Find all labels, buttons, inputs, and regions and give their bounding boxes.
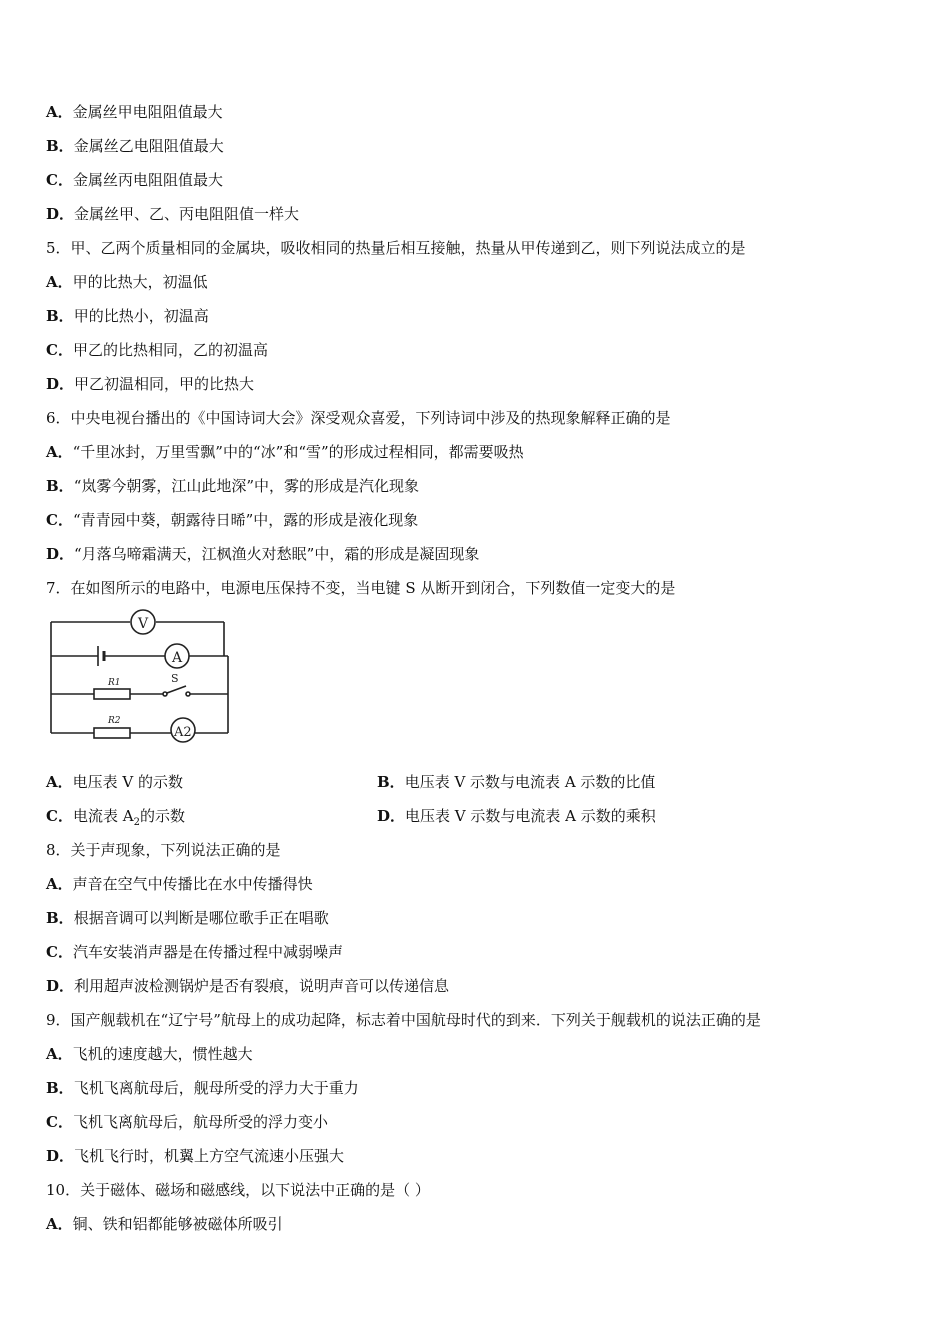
q10-stem: 10．关于磁体、磁场和磁感线，以下说法中正确的是（ ） xyxy=(46,1181,430,1199)
q4-option-a: A．金属丝甲电阻阻值最大 xyxy=(46,103,223,121)
switch-blade xyxy=(167,686,186,693)
circuit-diagram xyxy=(46,608,236,743)
q5-option-d: D．甲乙初温相同，甲的比热大 xyxy=(46,375,255,393)
q4-option-c: C．金属丝丙电阻阻值最大 xyxy=(46,171,223,189)
switch-label: S xyxy=(171,672,179,685)
q9-stem: 9．国产舰载机在“辽宁号”航母上的成功起降，标志着中国航母时代的到来．下列关于舰载机的说法正确的是 xyxy=(46,1011,761,1029)
q7-option-c: C．电流表 $A_2$的示数 xyxy=(46,807,185,828)
switch-contact xyxy=(163,692,167,696)
q5-option-b: B．甲的比热小，初温高 xyxy=(46,307,209,325)
switch-contact xyxy=(186,692,190,696)
q6-stem: 6．中央电视台播出的《中国诗词大会》深受观众喜爱，下列诗词中涉及的热现象解释正确的是 xyxy=(46,409,671,427)
q6-option-d: D．“月落乌啼霜满天，江枫渔火对愁眠”中，霜的形成是凝固现象 xyxy=(46,545,480,563)
q8-option-b: B．根据音调可以判断是哪位歌手正在唱歌 xyxy=(46,909,329,927)
q7-stem: 7．在如图所示的电路中，电源电压保持不变，当电键 S 从断开到闭合，下列数值一定变大的是 xyxy=(46,579,676,597)
resistor-r2 xyxy=(94,728,130,738)
q4-option-b: B．金属丝乙电阻阻值最大 xyxy=(46,137,224,155)
q5-option-c: C．甲乙的比热相同，乙的初温高 xyxy=(46,341,268,359)
q9-option-a: A．飞机的速度越大，惯性越大 xyxy=(46,1045,253,1063)
q9-option-c: C．飞机飞离航母后，航母所受的浮力变小 xyxy=(46,1113,328,1131)
resistor-r1 xyxy=(94,689,130,699)
q10-option-a: A．铜、铁和铝都能够被磁体所吸引 xyxy=(46,1215,283,1233)
q7-option-a: A．电压表 V 的示数 xyxy=(46,773,184,791)
q8-option-d: D．利用超声波检测锅炉是否有裂痕，说明声音可以传递信息 xyxy=(46,977,450,995)
q8-option-c: C．汽车安装消声器是在传播过程中减弱噪声 xyxy=(46,943,343,961)
q8-stem: 8．关于声现象，下列说法正确的是 xyxy=(46,841,281,859)
q7-option-b: B．电压表 V 示数与电流表 A 示数的比值 xyxy=(377,773,656,791)
ammeter-a-label: A xyxy=(172,650,183,666)
q5-option-a: A．甲的比热大，初温低 xyxy=(46,273,208,291)
voltmeter-label: V xyxy=(138,616,149,632)
q6-option-c: C．“青青园中葵，朝露待日晞”中，露的形成是液化现象 xyxy=(46,511,419,529)
q6-option-a: A．“千里冰封，万里雪飘”中的“冰”和“雪”的形成过程相同，都需要吸热 xyxy=(46,443,524,461)
ammeter-a2-label: A2 xyxy=(174,725,192,740)
q9-option-b: B．飞机飞离航母后，舰母所受的浮力大于重力 xyxy=(46,1079,359,1097)
q6-option-b: B．“岚雾今朝雾，江山此地深”中，雾的形成是汽化现象 xyxy=(46,477,420,495)
resistor-r1-label: R1 xyxy=(108,678,121,688)
q5-stem: 5．甲、乙两个质量相同的金属块，吸收相同的热量后相互接触，热量从甲传递到乙，则下列说法成立的是 xyxy=(46,239,746,257)
q4-option-d: D．金属丝甲、乙、丙电阻阻值一样大 xyxy=(46,205,300,223)
q7-option-d: D．电压表 V 示数与电流表 A 示数的乘积 xyxy=(377,807,656,825)
q8-option-a: A．声音在空气中传播比在水中传播得快 xyxy=(46,875,313,893)
q9-option-d: D．飞机飞行时，机翼上方空气流速小压强大 xyxy=(46,1147,345,1165)
resistor-r2-label: R2 xyxy=(108,716,121,726)
